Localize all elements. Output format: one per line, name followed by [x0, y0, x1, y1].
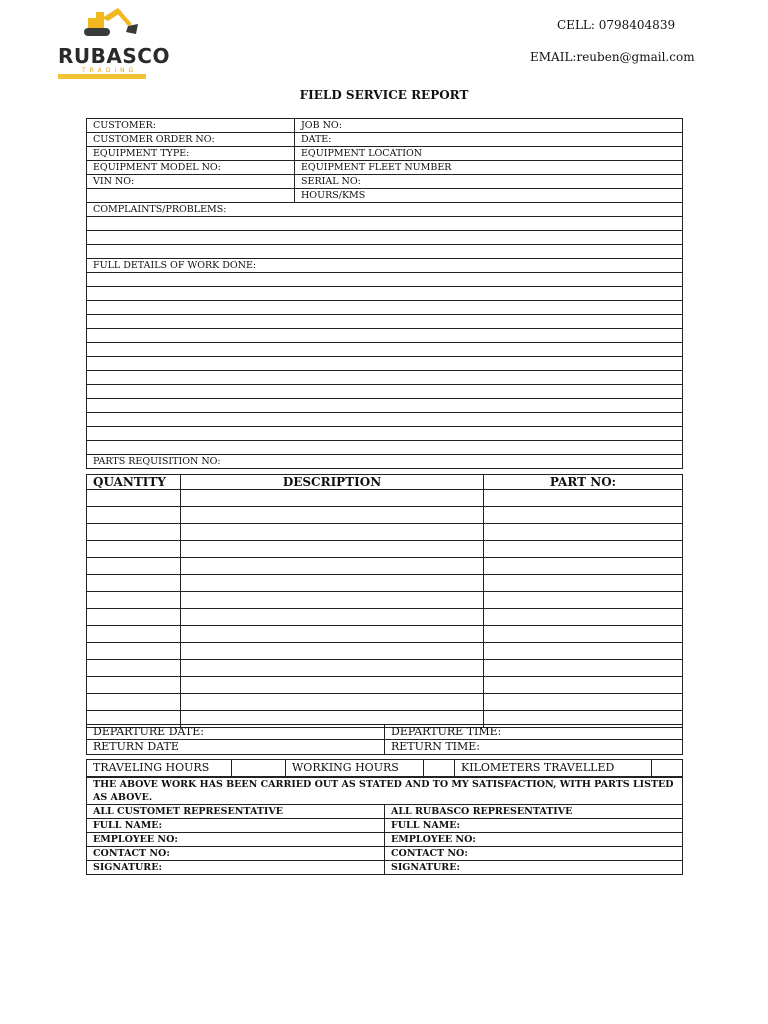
page-title: FIELD SERVICE REPORT — [299, 88, 469, 102]
table-row — [87, 203, 683, 217]
work-line — [87, 343, 683, 357]
quantity-cell[interactable] — [87, 541, 181, 558]
parts-requisition-label[interactable]: PARTS REQUISITION NO: — [87, 455, 683, 469]
table-row — [87, 805, 683, 819]
description-cell[interactable] — [181, 490, 484, 507]
working-hours-input[interactable] — [424, 760, 455, 777]
table-row — [87, 740, 683, 755]
parts-row — [87, 643, 683, 660]
parts-row — [87, 524, 683, 541]
parts-row — [87, 575, 683, 592]
cell-number: CELL: 0798404839 — [557, 18, 676, 32]
work-line — [87, 301, 683, 315]
customer-signature-field[interactable]: SIGNATURE: — [87, 861, 385, 875]
part-no-cell[interactable] — [484, 592, 683, 609]
table-row — [87, 760, 683, 777]
parts-row — [87, 490, 683, 507]
working-hours-label: WORKING HOURS — [286, 760, 424, 777]
logo-name: RUBASCO — [58, 44, 170, 68]
part-no-cell[interactable] — [484, 541, 683, 558]
description-cell[interactable] — [181, 592, 484, 609]
table-row — [87, 847, 683, 861]
equipment-type-field[interactable]: EQUIPMENT TYPE: — [87, 147, 295, 161]
work-line — [87, 371, 683, 385]
logo-subtitle: TRADING — [82, 67, 138, 74]
description-cell[interactable] — [181, 660, 484, 677]
excavator-icon — [78, 6, 142, 44]
blank-line[interactable] — [87, 287, 683, 301]
traveling-hours-input[interactable] — [232, 760, 286, 777]
part-no-cell[interactable] — [484, 677, 683, 694]
complaint-line — [87, 231, 683, 245]
quantity-cell[interactable] — [87, 507, 181, 524]
description-cell[interactable] — [181, 677, 484, 694]
job-info-table — [86, 118, 683, 469]
rubasco-full-name-field[interactable]: FULL NAME: — [385, 819, 683, 833]
part-no-cell[interactable] — [484, 609, 683, 626]
description-cell[interactable] — [181, 643, 484, 660]
customer-order-no-field[interactable]: CUSTOMER ORDER NO: — [87, 133, 295, 147]
complaint-line — [87, 245, 683, 259]
blank-line[interactable] — [87, 399, 683, 413]
description-cell[interactable] — [181, 575, 484, 592]
logo-bar — [58, 74, 146, 79]
quantity-cell[interactable] — [87, 660, 181, 677]
customer-field[interactable]: CUSTOMER: — [87, 119, 295, 133]
table-row — [87, 833, 683, 847]
quantity-cell[interactable] — [87, 592, 181, 609]
serial-no-field[interactable]: SERIAL NO: — [295, 175, 683, 189]
quantity-cell[interactable] — [87, 626, 181, 643]
complaints-label[interactable]: COMPLAINTS/PROBLEMS: — [87, 203, 683, 217]
email-address: EMAIL:reuben@gmail.com — [530, 50, 695, 64]
quantity-cell[interactable] — [87, 643, 181, 660]
blank-line[interactable] — [87, 301, 683, 315]
equipment-location-field[interactable]: EQUIPMENT LOCATION — [295, 147, 683, 161]
blank-line[interactable] — [87, 231, 683, 245]
blank-line[interactable] — [87, 245, 683, 259]
quantity-cell[interactable] — [87, 575, 181, 592]
parts-row — [87, 694, 683, 711]
table-row — [87, 725, 683, 740]
part-no-cell[interactable] — [484, 524, 683, 541]
description-cell[interactable] — [181, 626, 484, 643]
parts-row — [87, 677, 683, 694]
blank-line[interactable] — [87, 273, 683, 287]
parts-row — [87, 626, 683, 643]
parts-row — [87, 541, 683, 558]
table-row — [87, 119, 683, 133]
rubasco-contact-no-field[interactable]: CONTACT NO: — [385, 847, 683, 861]
table-row — [87, 259, 683, 273]
departure-time-field[interactable]: DEPARTURE TIME: — [385, 725, 683, 740]
rubasco-employee-no-field[interactable]: EMPLOYEE NO: — [385, 833, 683, 847]
parts-table — [86, 474, 683, 728]
parts-row — [87, 660, 683, 677]
job-no-field[interactable]: JOB NO: — [295, 119, 683, 133]
vin-no-field[interactable]: VIN NO: — [87, 175, 295, 189]
part-no-cell[interactable] — [484, 575, 683, 592]
description-cell[interactable] — [181, 694, 484, 711]
table-row — [87, 133, 683, 147]
table-row — [87, 778, 683, 805]
description-cell[interactable] — [181, 524, 484, 541]
work-line — [87, 357, 683, 371]
description-cell[interactable] — [181, 609, 484, 626]
blank-line[interactable] — [87, 413, 683, 427]
part-no-cell[interactable] — [484, 558, 683, 575]
part-no-cell[interactable] — [484, 660, 683, 677]
blank-line[interactable] — [87, 217, 683, 231]
work-line — [87, 399, 683, 413]
part-no-cell[interactable] — [484, 694, 683, 711]
description-header: DESCRIPTION — [181, 475, 484, 490]
departure-date-field[interactable]: DEPARTURE DATE: — [87, 725, 385, 740]
blank-line[interactable] — [87, 315, 683, 329]
complaint-line — [87, 217, 683, 231]
part-no-cell[interactable] — [484, 507, 683, 524]
work-line — [87, 315, 683, 329]
part-no-cell[interactable] — [484, 643, 683, 660]
quantity-cell[interactable] — [87, 558, 181, 575]
blank-line[interactable] — [87, 343, 683, 357]
blank-line[interactable] — [87, 441, 683, 455]
rubasco-rep-header: ALL RUBASCO REPRESENTATIVE — [385, 805, 683, 819]
satisfaction-statement: THE ABOVE WORK HAS BEEN CARRIED OUT AS STATED AND TO MY SATISFACTION, WITH PARTS LISTED AS ABOVE. — [87, 778, 683, 805]
work-line — [87, 385, 683, 399]
part-no-cell[interactable] — [484, 490, 683, 507]
quantity-cell[interactable] — [87, 490, 181, 507]
work-done-label[interactable]: FULL DETAILS OF WORK DONE: — [87, 259, 683, 273]
customer-full-name-field[interactable]: FULL NAME: — [87, 819, 385, 833]
work-line — [87, 413, 683, 427]
table-row — [87, 175, 683, 189]
work-line — [87, 287, 683, 301]
table-row — [87, 455, 683, 469]
table-row — [87, 819, 683, 833]
kilometers-travelled-input[interactable] — [652, 760, 683, 777]
customer-employee-no-field[interactable]: EMPLOYEE NO: — [87, 833, 385, 847]
quantity-cell[interactable] — [87, 524, 181, 541]
company-logo — [58, 6, 170, 78]
table-row — [87, 161, 683, 175]
work-line — [87, 273, 683, 287]
travel-dates-table — [86, 724, 683, 755]
quantity-cell[interactable] — [87, 677, 181, 694]
quantity-cell[interactable] — [87, 609, 181, 626]
return-time-field[interactable]: RETURN TIME: — [385, 740, 683, 755]
parts-row — [87, 592, 683, 609]
part-no-header: PART NO: — [484, 475, 683, 490]
equipment-fleet-number-field[interactable]: EQUIPMENT FLEET NUMBER — [295, 161, 683, 175]
return-date-field[interactable]: RETURN DATE — [87, 740, 385, 755]
work-line — [87, 427, 683, 441]
blank-line[interactable] — [87, 357, 683, 371]
description-cell[interactable] — [181, 541, 484, 558]
rubasco-signature-field[interactable]: SIGNATURE: — [385, 861, 683, 875]
traveling-hours-label: TRAVELING HOURS — [87, 760, 232, 777]
hours-kms-field[interactable]: HOURS/KMS — [295, 189, 683, 203]
blank-line[interactable] — [87, 329, 683, 343]
blank-line[interactable] — [87, 371, 683, 385]
signoff-table — [86, 777, 683, 875]
parts-row — [87, 558, 683, 575]
work-line — [87, 329, 683, 343]
work-line — [87, 441, 683, 455]
date-field[interactable]: DATE: — [295, 133, 683, 147]
customer-contact-no-field[interactable]: CONTACT NO: — [87, 847, 385, 861]
quantity-cell[interactable] — [87, 694, 181, 711]
quantity-header: QUANTITY — [87, 475, 181, 490]
blank-line[interactable] — [87, 385, 683, 399]
table-row — [87, 861, 683, 875]
parts-row — [87, 609, 683, 626]
equipment-model-no-field[interactable]: EQUIPMENT MODEL NO: — [87, 161, 295, 175]
part-no-cell[interactable] — [484, 626, 683, 643]
blank-cell[interactable] — [87, 189, 295, 203]
customer-rep-header: ALL CUSTOMET REPRESENTATIVE — [87, 805, 385, 819]
blank-line[interactable] — [87, 427, 683, 441]
kilometers-travelled-label: KILOMETERS TRAVELLED — [455, 760, 652, 777]
table-row — [87, 147, 683, 161]
table-row — [87, 189, 683, 203]
hours-table — [86, 759, 683, 777]
description-cell[interactable] — [181, 507, 484, 524]
parts-header-row — [87, 475, 683, 490]
description-cell[interactable] — [181, 558, 484, 575]
parts-row — [87, 507, 683, 524]
